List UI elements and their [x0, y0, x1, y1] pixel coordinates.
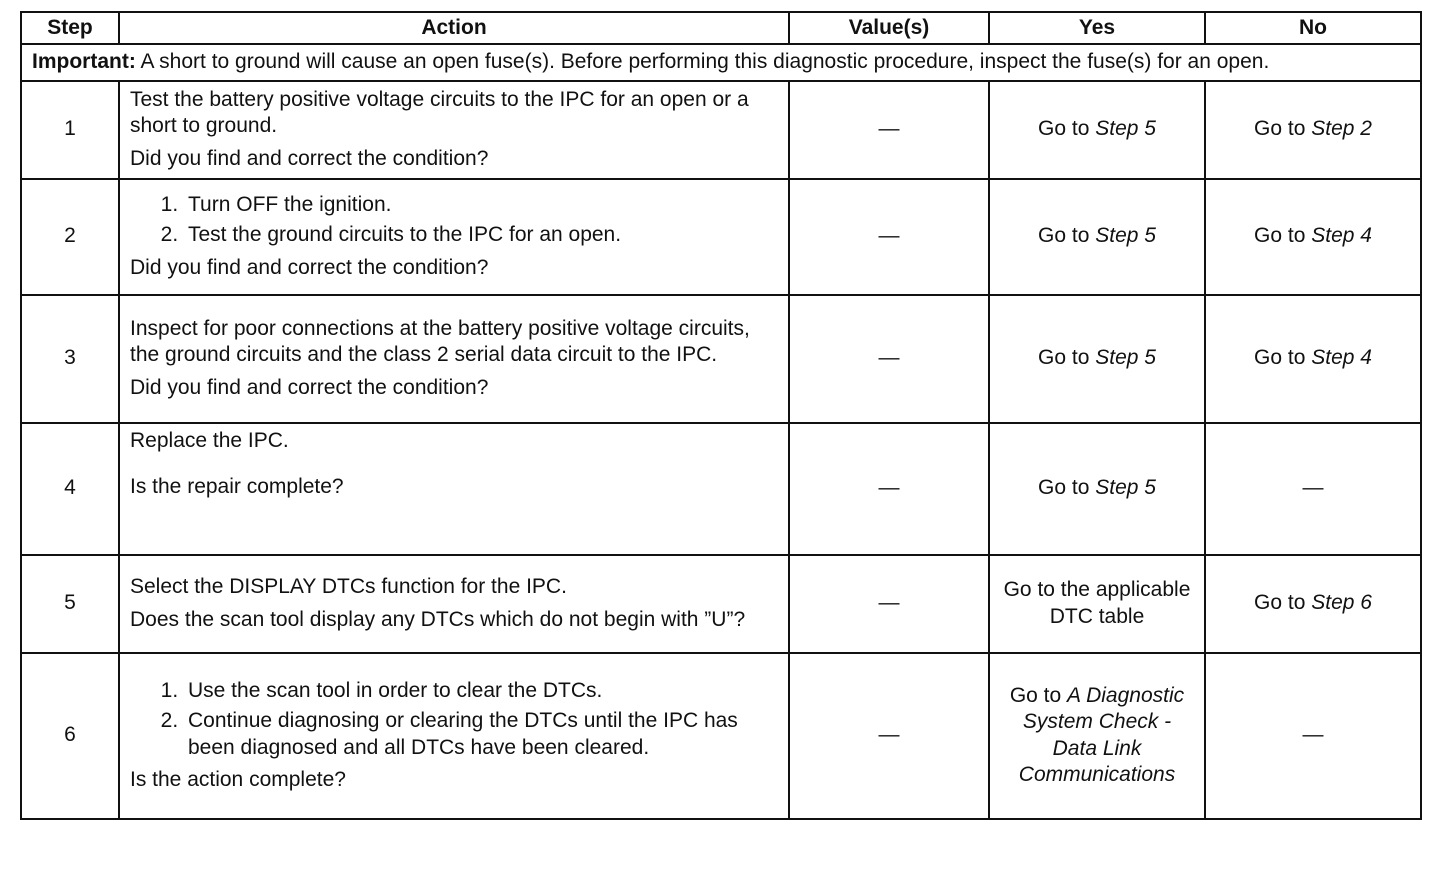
yes-prefix: Go to [1038, 117, 1096, 141]
action-list-item: 1. Turn OFF the ignition. [184, 192, 778, 218]
action-question: Is the repair complete? [130, 474, 344, 498]
action-cell [119, 179, 789, 295]
action-list-item: 2. Test the ground circuits to the IPC for an open. [184, 222, 778, 248]
step-number: 6 [21, 653, 119, 819]
action-text: Inspect for poor connections at the battery positive voltage circuits, the ground circuits and the class 2 serial data circuit to the IPC. [130, 317, 750, 367]
no-prefix: Go to [1254, 117, 1312, 141]
value-cell: — [789, 81, 989, 179]
diagnostic-table [20, 11, 1422, 820]
step-number: 4 [21, 423, 119, 555]
table-row [21, 653, 1421, 819]
action-list-item: 2. Continue diagnosing or clearing the DTCs until the IPC has been diagnosed and all DTCs have been cleared. [184, 708, 778, 761]
no-prefix: Go to [1254, 346, 1312, 370]
action-text: Test the battery positive voltage circuits to the IPC for an open or a short to ground. [130, 88, 749, 138]
action-list [130, 678, 778, 761]
action-list [130, 192, 778, 249]
no-cell [1205, 81, 1421, 179]
no-cell [1205, 555, 1421, 653]
important-note [21, 44, 1421, 80]
value-cell: — [789, 555, 989, 653]
table-row [21, 81, 1421, 179]
yes-cell [989, 423, 1205, 555]
action-question: Did you find and correct the condition? [130, 375, 489, 399]
yes-prefix: Go to [1038, 476, 1096, 500]
yes-step-ref: Step 5 [1095, 476, 1156, 500]
no-cell [1205, 295, 1421, 423]
action-text: Replace the IPC. [130, 428, 289, 452]
yes-step-ref: Step 5 [1095, 224, 1156, 248]
yes-cell [989, 81, 1205, 179]
no-step-ref: Step 4 [1311, 346, 1372, 370]
no-step-ref: Step 6 [1311, 591, 1372, 615]
value-cell: — [789, 179, 989, 295]
action-question: Is the action complete? [130, 767, 346, 791]
note-label: Important: [32, 50, 136, 74]
no-prefix: Go to [1254, 591, 1312, 615]
header-step: Step [21, 12, 119, 44]
no-prefix: Go to [1254, 224, 1312, 248]
no-cell: — [1205, 423, 1421, 555]
header-row [21, 12, 1421, 44]
yes-cell [989, 179, 1205, 295]
yes-step-ref: A Diagnostic System Check - Data Link Communications [1018, 684, 1185, 786]
action-cell [119, 423, 789, 555]
important-note-row [21, 44, 1421, 80]
value-cell: — [789, 653, 989, 819]
header-yes: Yes [989, 12, 1205, 44]
step-number: 2 [21, 179, 119, 295]
action-question: Did you find and correct the condition? [130, 255, 489, 279]
no-cell [1205, 179, 1421, 295]
table-row [21, 179, 1421, 295]
action-list-item: 1. Use the scan tool in order to clear the DTCs. [184, 678, 778, 704]
action-question: Did you find and correct the condition? [130, 146, 489, 170]
action-cell [119, 295, 789, 423]
yes-prefix: Go to [1009, 684, 1068, 707]
no-step-ref: Step 4 [1311, 224, 1372, 248]
yes-step-ref: Step 5 [1095, 117, 1156, 141]
step-number: 3 [21, 295, 119, 423]
step-number: 1 [21, 81, 119, 179]
yes-step-ref: Step 5 [1095, 346, 1156, 370]
step-number: 5 [21, 555, 119, 653]
action-cell [119, 653, 789, 819]
value-cell: — [789, 295, 989, 423]
no-step-ref: Step 2 [1311, 117, 1372, 141]
header-no: No [1205, 12, 1421, 44]
action-question: Does the scan tool display any DTCs which do not begin with ”U”? [130, 607, 746, 631]
yes-cell [989, 653, 1205, 819]
note-text: A short to ground will cause an open fuse(s). Before performing this diagnostic procedure, inspect the fuse(s) for an open. [135, 50, 1270, 74]
action-text: Select the DISPLAY DTCs function for the IPC. [130, 575, 567, 599]
yes-prefix: Go to [1038, 346, 1096, 370]
table-row [21, 423, 1421, 555]
yes-prefix: Go to [1038, 224, 1096, 248]
header-action: Action [119, 12, 789, 44]
header-values: Value(s) [789, 12, 989, 44]
action-cell [119, 81, 789, 179]
yes-cell [989, 295, 1205, 423]
action-cell [119, 555, 789, 653]
value-cell: — [789, 423, 989, 555]
table-row [21, 555, 1421, 653]
yes-cell: Go to the applicable DTC table [989, 555, 1205, 653]
no-cell: — [1205, 653, 1421, 819]
table-row [21, 295, 1421, 423]
